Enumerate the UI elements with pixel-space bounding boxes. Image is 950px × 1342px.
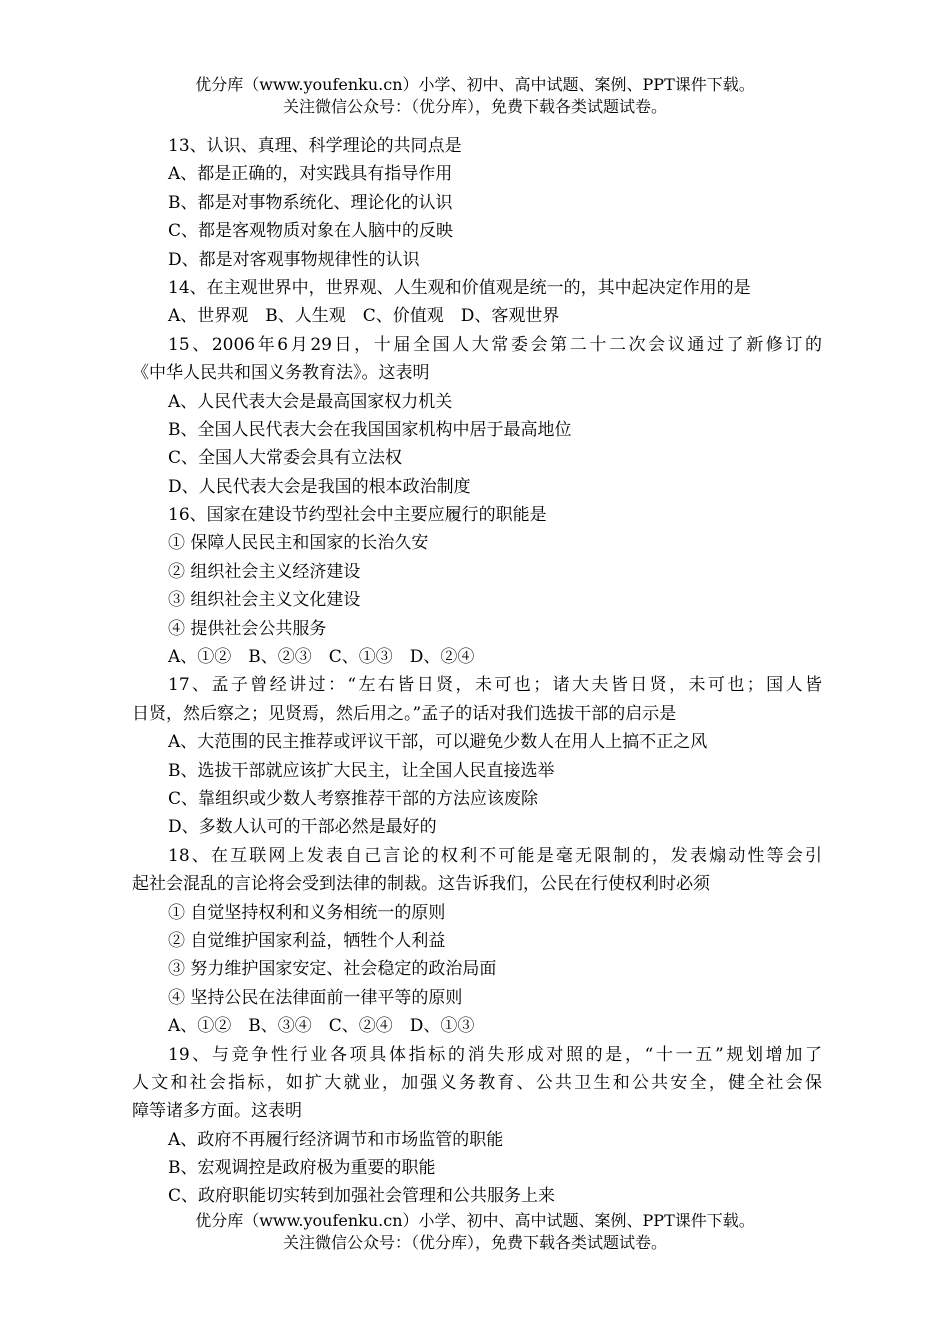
question-13-option-c: C、都是客观物质对象在人脑中的反映 — [168, 221, 454, 242]
question-19-option-b: B、宏观调控是政府极为重要的职能 — [168, 1158, 436, 1179]
question-15-stem-line-1: 15、2006年6月29日，十届全国人大常委会第二十二次会议通过了新修订的 — [168, 334, 822, 355]
question-18-stem-line-2: 起社会混乱的言论将会受到法律的制裁。这告诉我们，公民在行使权利时必须 — [132, 874, 710, 895]
question-15-option-a: A、人民代表大会是最高国家权力机关 — [168, 391, 453, 412]
question-16-item-1: ① 保障人民民主和国家的长治久安 — [168, 533, 429, 554]
question-content — [132, 132, 822, 1211]
question-18-item-2: ② 自觉维护国家利益，牺牲个人利益 — [168, 930, 446, 951]
header-line-2: 关注微信公众号：（优分库），免费下载各类试题试卷。 — [282, 97, 667, 116]
footer-line-2: 关注微信公众号：（优分库），免费下载各类试题试卷。 — [282, 1233, 667, 1252]
question-17-option-b: B、选拔干部就应该扩大民主，让全国人民直接选举 — [168, 760, 555, 781]
question-16-item-4: ④ 提供社会公共服务 — [168, 618, 327, 639]
question-17-option-c: C、靠组织或少数人考察推荐干部的方法应该废除 — [168, 788, 539, 809]
question-14-options: A、世界观 B、人生观 C、价值观 D、客观世界 — [168, 306, 560, 327]
question-13-stem: 13、认识、真理、科学理论的共同点是 — [168, 136, 462, 156]
question-19-option-c: C、政府职能切实转到加强社会管理和公共服务上来 — [168, 1186, 556, 1207]
question-13-option-d: D、都是对客观事物规律性的认识 — [168, 249, 420, 270]
question-19-stem-line-1: 19、与竞争性行业各项具体指标的消失形成对照的是，“十一五”规划增加了 — [168, 1044, 822, 1065]
question-15-option-d: D、人民代表大会是我国的根本政治制度 — [168, 476, 471, 497]
question-17-option-d: D、多数人认可的干部必然是最好的 — [168, 817, 437, 838]
question-18-item-1: ① 自觉坚持权利和义务相统一的原则 — [168, 902, 446, 923]
question-15-option-c: C、全国人大常委会具有立法权 — [168, 448, 403, 469]
question-18-item-4: ④ 坚持公民在法律面前一律平等的原则 — [168, 987, 463, 1008]
footer-line-1: 优分库（www.youfenku.cn）小学、初中、高中试题、案例、PPT课件下载。 — [195, 1211, 755, 1230]
question-19-stem-line-3: 障等诸多方面。这表明 — [132, 1101, 302, 1122]
question-13-option-b: B、都是对事物系统化、理论化的认识 — [168, 192, 453, 213]
question-17-option-a: A、大范围的民主推荐或评议干部，可以避免少数人在用人上搞不正之风 — [168, 732, 708, 753]
question-16-options: A、①② B、②③ C、①③ D、②④ — [168, 647, 475, 668]
question-17-stem-line-1: 17、孟子曾经讲过：“左右皆日贤，未可也；诸大夫皆日贤，未可也；国人皆 — [168, 675, 822, 696]
question-13-option-a: A、都是正确的，对实践具有指导作用 — [168, 164, 453, 185]
page-footer — [0, 1210, 950, 1254]
question-16-item-3: ③ 组织社会主义文化建设 — [168, 590, 361, 611]
header-line-1: 优分库（www.youfenku.cn）小学、初中、高中试题、案例、PPT课件下载。 — [195, 75, 755, 94]
question-19-stem-line-2: 人文和社会指标，如扩大就业，加强义务教育、公共卫生和公共安全，健全社会保 — [132, 1072, 822, 1093]
question-18-item-3: ③ 努力维护国家安定、社会稳定的政治局面 — [168, 959, 497, 980]
question-15-option-b: B、全国人民代表大会在我国国家机构中居于最高地位 — [168, 419, 572, 440]
question-17-stem-line-2: 日贤，然后察之；见贤焉，然后用之。”孟子的话对我们选拔干部的启示是 — [132, 703, 677, 724]
question-19-option-a: A、政府不再履行经济调节和市场监管的职能 — [168, 1129, 504, 1150]
page-header — [0, 74, 950, 118]
question-16-item-2: ② 组织社会主义经济建设 — [168, 561, 361, 582]
question-18-stem-line-1: 18、在互联网上发表自己言论的权利不可能是毫无限制的，发表煽动性等会引 — [168, 845, 822, 866]
question-18-options: A、①② B、③④ C、②④ D、①③ — [168, 1016, 475, 1037]
question-14-stem: 14、在主观世界中，世界观、人生观和价值观是统一的，其中起决定作用的是 — [168, 277, 751, 298]
question-16-stem: 16、国家在建设节约型社会中主要应履行的职能是 — [168, 505, 547, 526]
question-15-stem-line-2: 《中华人民共和国义务教育法》。这表明 — [132, 363, 430, 384]
